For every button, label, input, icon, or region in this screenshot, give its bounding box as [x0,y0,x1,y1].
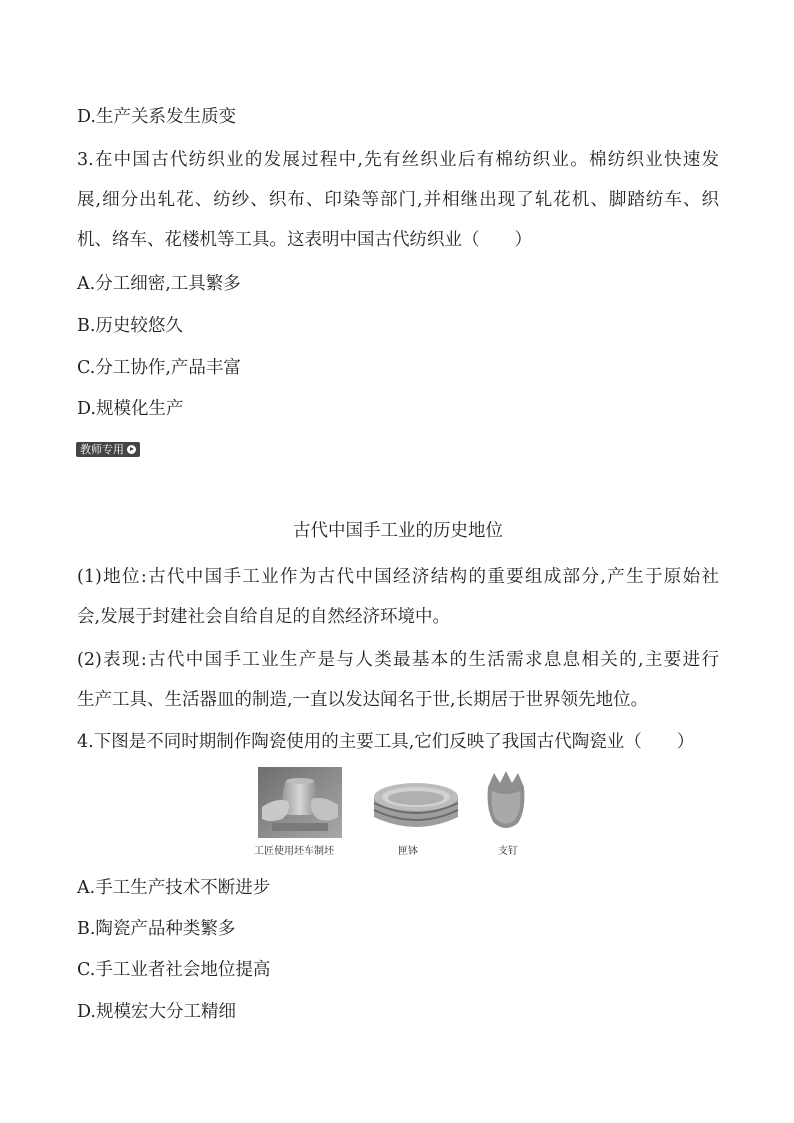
note-paragraph-2-line-2: 生产工具、生活器皿的制造,一直以发达闻名于世,长期居于世界领先地位。 [77,690,649,710]
note-paragraph-2-line-1: (2)表现:古代中国手工业生产是与人类最基本的生活需求息息相关的,主要进行 [77,650,719,670]
q3-option-b: B.历史较悠久 [77,316,183,336]
teacher-only-badge [76,442,140,457]
q3-option-c: C.分工协作,产品丰富 [77,358,241,378]
note-paragraph-1-line-1: (1)地位:古代中国手工业作为古代中国经济结构的重要组成部分,产生于原始社 [77,567,719,587]
note-title: 古代中国手工业的历史地位 [293,521,503,541]
q4-option-b: B.陶瓷产品种类繁多 [77,919,236,939]
potter-wheel-photo-icon [258,767,342,838]
q3-stem-line-3: 机、络车、花楼机等工具。这表明中国古代纺织业（ ） [77,230,532,250]
teacher-only-label: 教师专用 [80,443,124,456]
figure-caption-1: 工匠使用坯车制坯 [254,846,334,857]
q4-option-c: C.手工业者社会地位提高 [77,960,271,980]
q4-option-d: D.规模宏大分工精细 [77,1002,236,1022]
q2-option-d: D.生产关系发生质变 [77,107,236,127]
note-paragraph-1-line-2: 会,发展于封建社会自给自足的自然经济环境中。 [77,607,451,627]
q3-stem-line-1: 3.在中国古代纺织业的发展过程中,先有丝织业后有棉纺织业。棉纺织业快速发 [77,150,719,170]
q4-option-a: A.手工生产技术不断进步 [77,878,271,898]
play-arrow-icon [127,445,136,454]
support-nail-photo-icon [482,767,530,838]
q3-option-d: D.规模化生产 [77,399,184,419]
figure-caption-2: 匣钵 [398,846,418,857]
saggar-photo-icon [370,767,462,838]
q3-stem-line-2: 展,细分出轧花、纺纱、织布、印染等部门,并相继出现了轧花机、脚踏纺车、织 [77,190,719,210]
q3-option-a: A.分工细密,工具繁多 [77,274,241,294]
figure-caption-3: 支钉 [498,846,518,857]
q4-stem: 4.下图是不同时期制作陶瓷使用的主要工具,它们反映了我国古代陶瓷业（ ） [77,732,695,752]
